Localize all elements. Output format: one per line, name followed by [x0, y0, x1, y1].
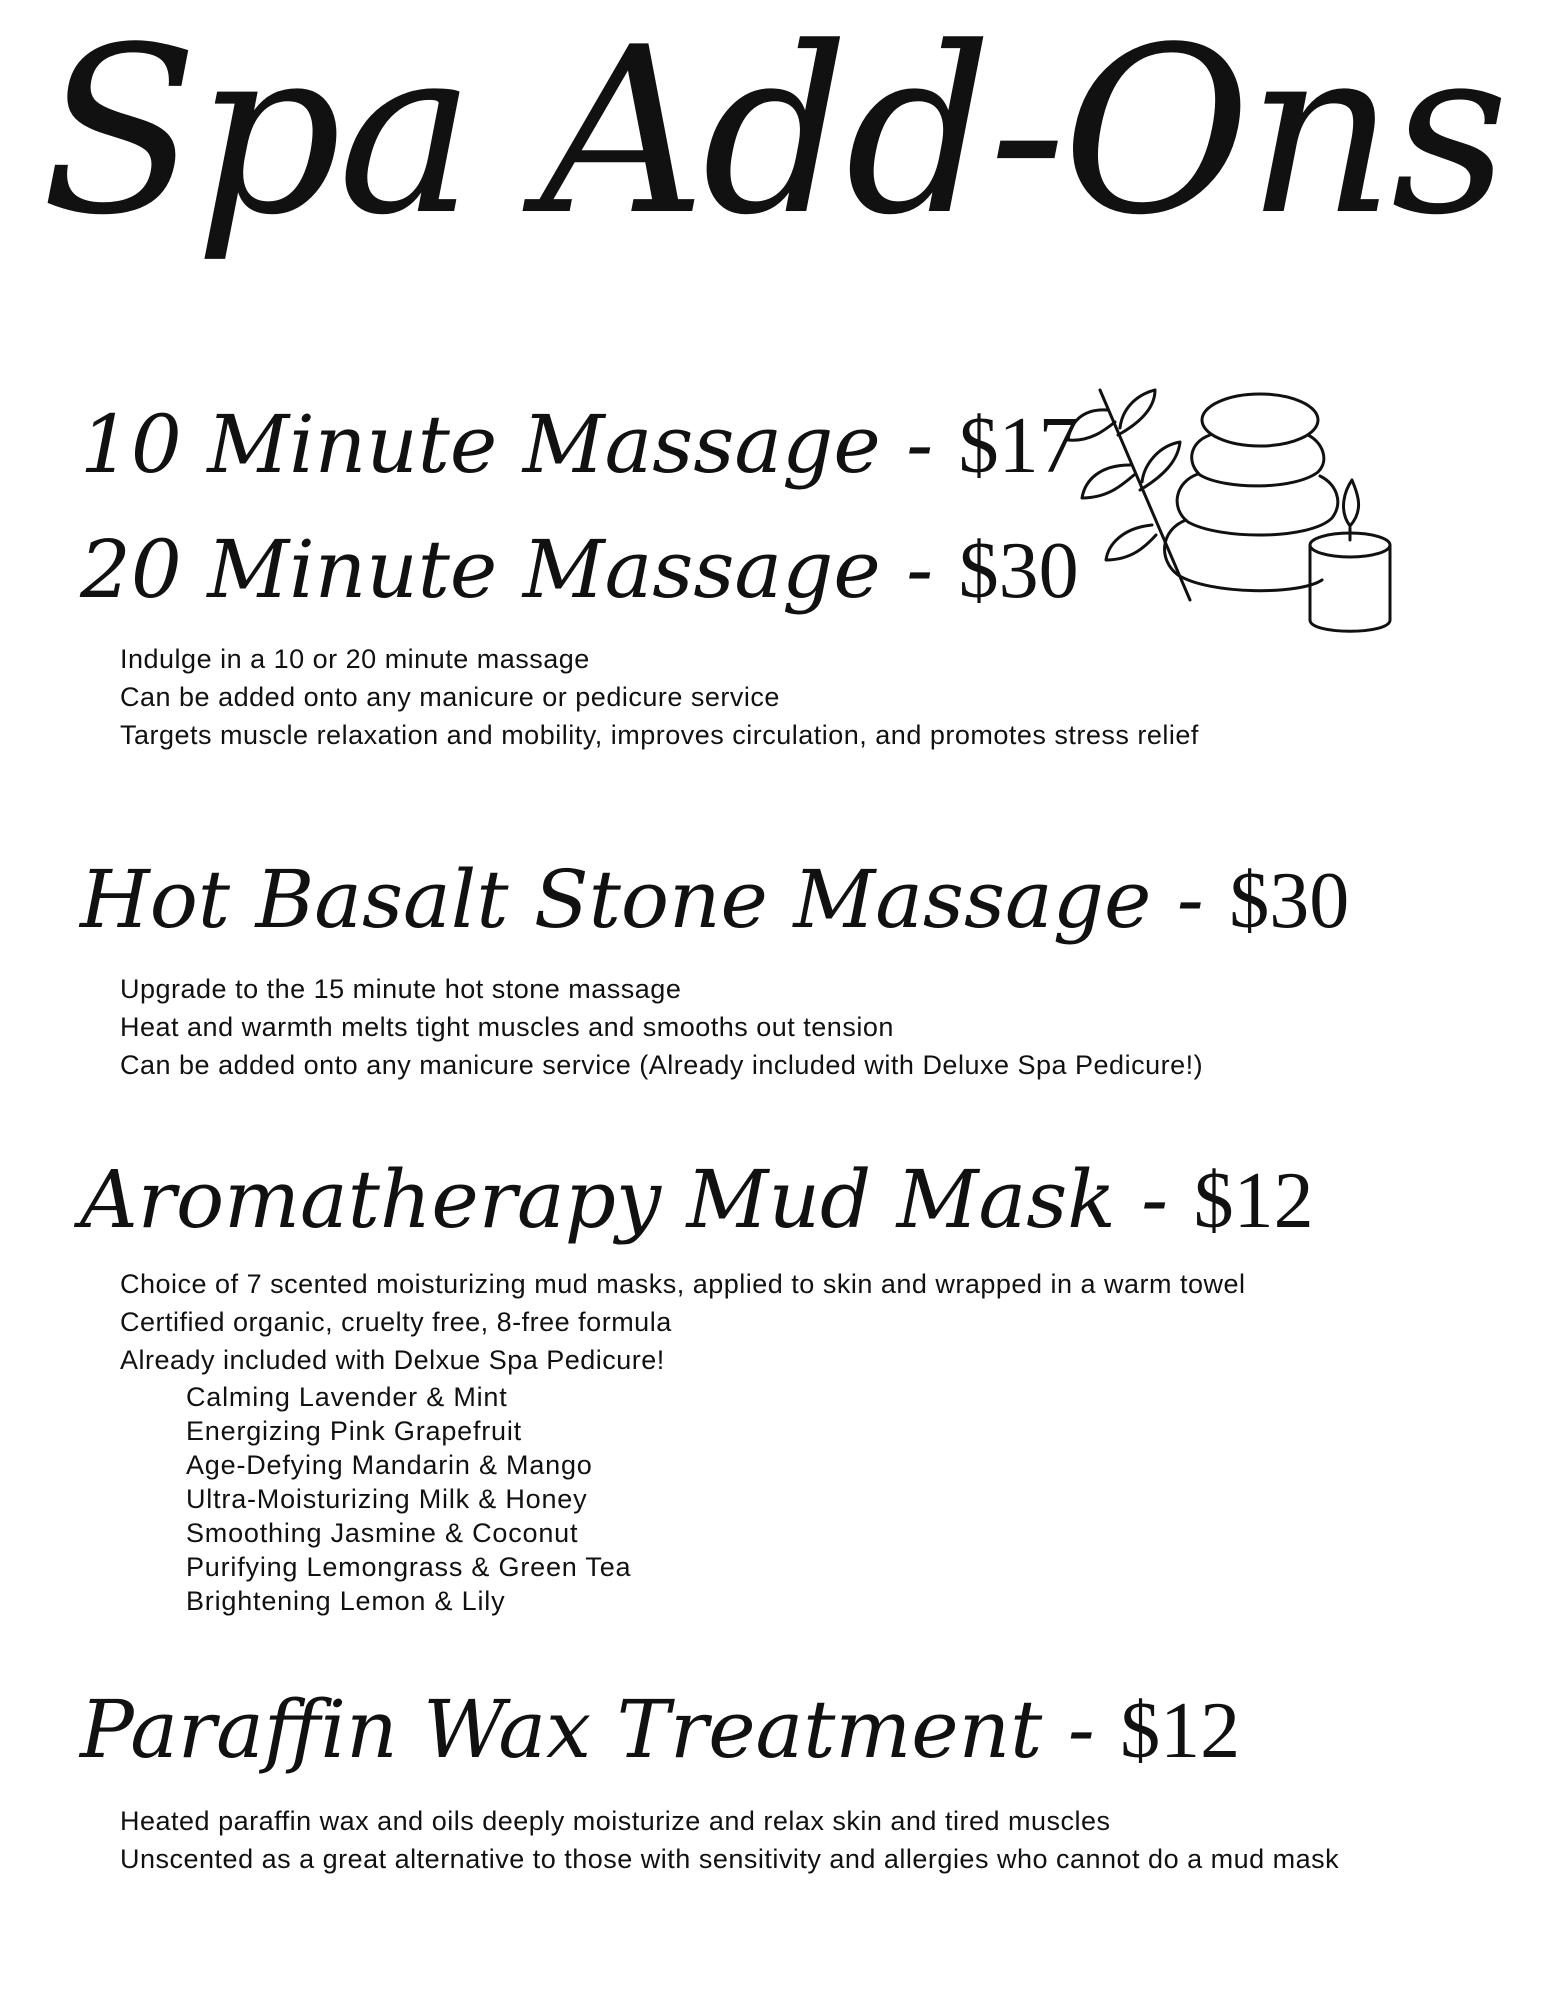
mud-mask-price: $12 — [1193, 1157, 1314, 1245]
massage-20-heading — [80, 523, 1079, 616]
massage-10-heading — [80, 398, 1079, 491]
detail-line: Unscented as a great alternative to those with sensitivity and allergies who cannot do a mud mask — [120, 1844, 1340, 1874]
scent-item: Smoothing Jasmine & Coconut — [186, 1518, 579, 1548]
detail-line: Indulge in a 10 or 20 minute massage — [120, 644, 590, 674]
paraffin-label: Paraffin Wax Treatment - — [80, 1683, 1121, 1776]
scent-item: Purifying Lemongrass & Green Tea — [186, 1552, 632, 1582]
mud-mask-heading — [80, 1153, 1314, 1246]
detail-line: Choice of 7 scented moisturizing mud masks, applied to skin and wrapped in a warm towel — [120, 1269, 1246, 1299]
scent-item: Ultra-Moisturizing Milk & Honey — [186, 1484, 588, 1514]
detail-line: Heat and warmth melts tight muscles and smooths out tension — [120, 1012, 894, 1042]
paraffin-price: $12 — [1120, 1687, 1241, 1775]
detail-line: Already included with Delxue Spa Pedicure! — [120, 1345, 665, 1375]
massage-10-price: $17 — [958, 402, 1079, 490]
paraffin-heading — [80, 1683, 1241, 1776]
massage-20-price: $30 — [958, 527, 1079, 615]
hot-stone-label: Hot Basalt Stone Massage - — [80, 853, 1230, 946]
paraffin-details — [120, 1802, 1339, 1878]
detail-line: Can be added onto any manicure service (Already included with Deluxe Spa Pedicure!) — [120, 1050, 1204, 1080]
detail-line: Can be added onto any manicure or pedicure service — [120, 682, 780, 712]
detail-line: Heated paraffin wax and oils deeply moisturize and relax skin and tired muscles — [120, 1806, 1111, 1836]
scent-list — [186, 1380, 631, 1618]
scent-item: Age-Defying Mandarin & Mango — [186, 1450, 593, 1480]
detail-line: Upgrade to the 15 minute hot stone massage — [120, 974, 682, 1004]
mud-mask-label: Aromatherapy Mud Mask - — [80, 1153, 1194, 1246]
spa-stones-candle-leaf-icon — [1060, 380, 1400, 640]
mud-mask-details — [120, 1265, 1246, 1379]
detail-line: Targets muscle relaxation and mobility, improves circulation, and promotes stress relief — [120, 720, 1199, 750]
hot-stone-heading — [80, 853, 1350, 946]
scent-item: Brightening Lemon & Lily — [186, 1586, 506, 1616]
hot-stone-details — [120, 970, 1203, 1084]
scent-item: Energizing Pink Grapefruit — [186, 1416, 522, 1446]
hot-stone-price: $30 — [1229, 857, 1350, 945]
page-title: Spa Add-Ons — [40, 0, 1506, 266]
detail-line: Certified organic, cruelty free, 8-free formula — [120, 1307, 672, 1337]
massage-details — [120, 640, 1199, 754]
massage-20-label: 20 Minute Massage - — [80, 523, 959, 616]
scent-item: Calming Lavender & Mint — [186, 1382, 508, 1412]
massage-10-label: 10 Minute Massage - — [80, 398, 959, 491]
